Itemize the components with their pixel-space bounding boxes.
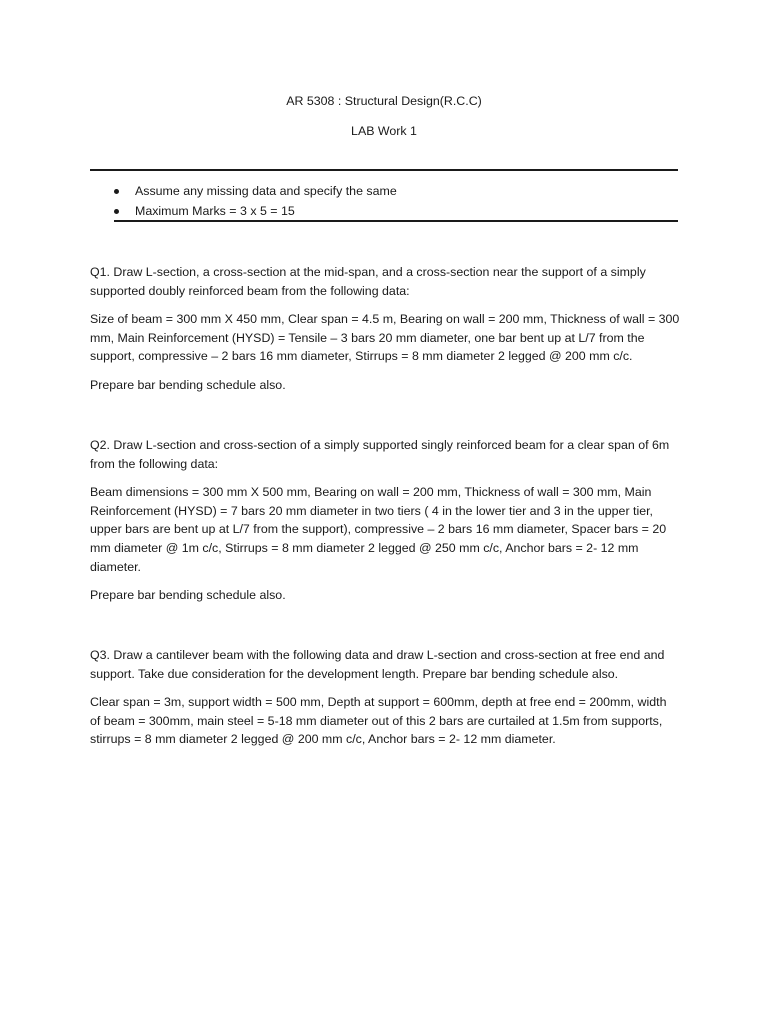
question-data: Beam dimensions = 300 mm X 500 mm, Bearing on wall = 200 mm, Thickness of wall = 300 mm, Main Reinforcement (HYSD) = 7 bars 20 mm diameter in two tiers ( 4 in the lower tier and 3 in the upper tier, upper bars are bent up at L/7 from the support), compressive – 2 bars 16 mm diameter, Spacer bars = 20 mm diameter @ 1m c/c, Stirrups = 8 mm diameter 2 legged @ 250 mm c/c, Anchor bars = 2- 12 mm diameter. xyxy=(90,485,667,574)
question-prompt: Q2. Draw L-section and cross-section of a simply supported singly reinforced beam for a clear span of 6m from the following data: xyxy=(90,438,670,471)
lab-work-title: LAB Work 1 xyxy=(351,124,417,138)
question-prompt: Q3. Draw a cantilever beam with the following data and draw L-section and cross-section at free end and support. Take due consideration for the development length. Prepare bar bending schedule also. xyxy=(90,648,665,681)
question-2 xyxy=(90,436,680,605)
instruction-text: Maximum Marks = 3 x 5 = 15 xyxy=(135,204,295,218)
top-divider xyxy=(90,169,678,171)
course-title: AR 5308 : Structural Design(R.C.C) xyxy=(286,94,482,108)
question-prompt: Q1. Draw L-section, a cross-section at the mid-span, and a cross-section near the support of a simply supported doubly reinforced beam from the following data: xyxy=(90,265,646,298)
question-data: Size of beam = 300 mm X 450 mm, Clear span = 4.5 m, Bearing on wall = 200 mm, Thickness of wall = 300 mm, Main Reinforcement (HYSD) = Tensile – 3 bars 20 mm diameter, one bar bent up at L/7 from the support, compressive – 2 bars 16 mm diameter, Stirrups = 8 mm diameter 2 legged @ 200 mm c/c. xyxy=(90,312,680,364)
instruction-item xyxy=(114,202,397,222)
bullet-icon xyxy=(114,209,119,214)
instruction-item xyxy=(114,182,397,202)
instructions-list xyxy=(114,182,397,222)
question-data: Clear span = 3m, support width = 500 mm, Depth at support = 600mm, depth at free end = 200mm, width of beam = 300mm, main steel = 5-18 mm diameter out of this 2 bars are curtailed at 1.5m from supports, stirrups = 8 mm diameter 2 legged @ 200 mm c/c, Anchor bars = 2- 12 mm diameter. xyxy=(90,695,667,747)
bottom-divider xyxy=(114,220,678,222)
question-3 xyxy=(90,646,680,749)
bullet-icon xyxy=(114,189,119,194)
question-note: Prepare bar bending schedule also. xyxy=(90,588,286,603)
question-1 xyxy=(90,263,680,395)
question-note: Prepare bar bending schedule also. xyxy=(90,377,286,392)
instruction-text: Assume any missing data and specify the same xyxy=(135,184,397,198)
